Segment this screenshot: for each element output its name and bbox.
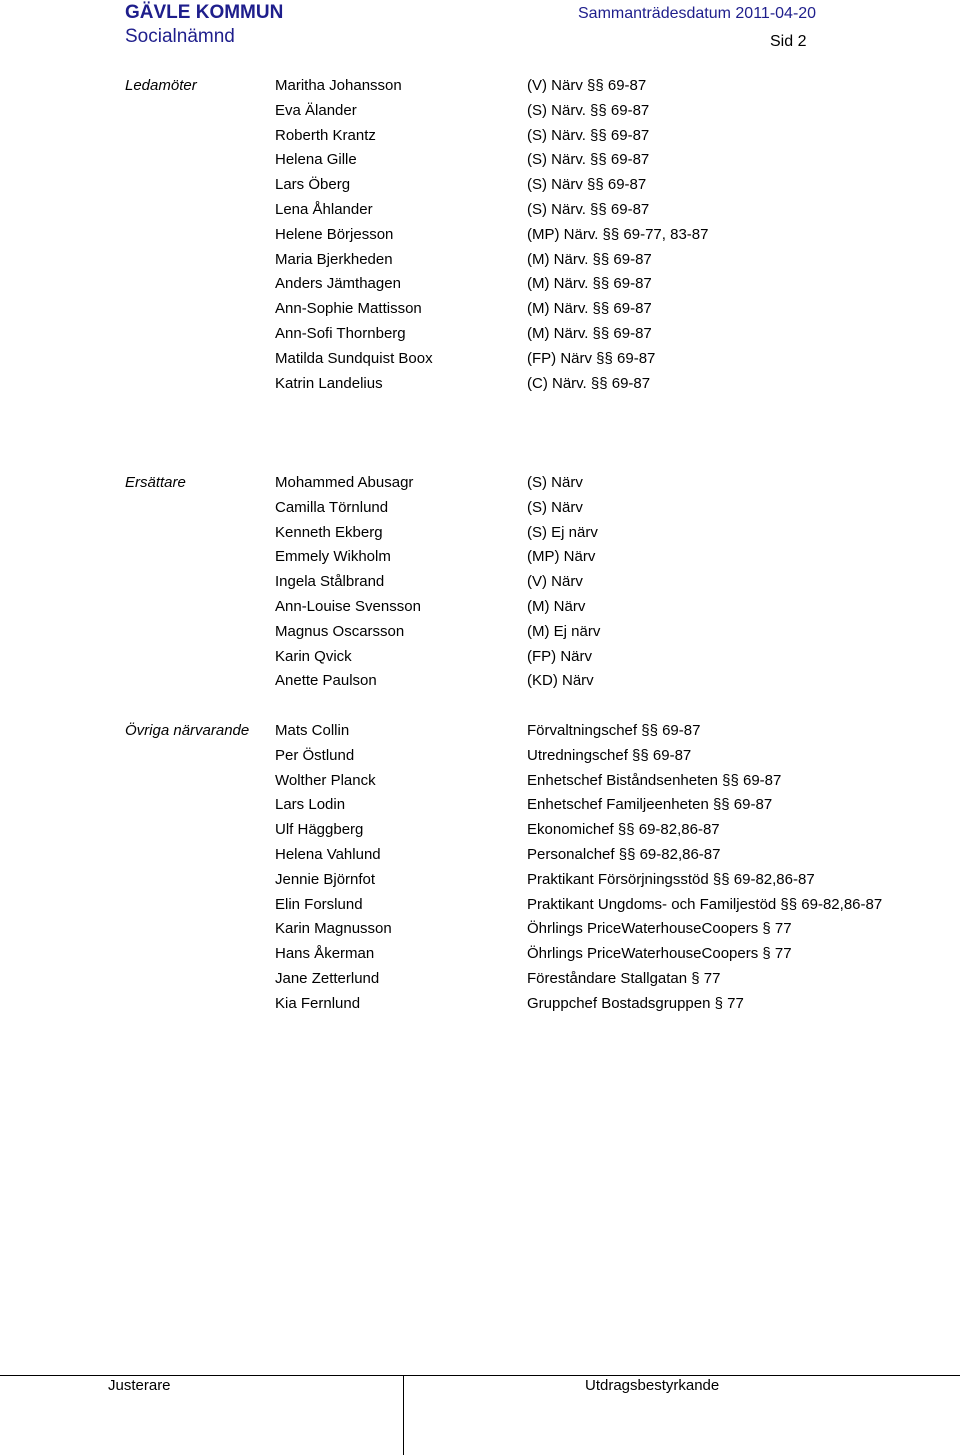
person-name: Anette Paulson <box>275 672 377 690</box>
attendance-info: Öhrlings PriceWaterhouseCoopers § 77 <box>527 920 792 938</box>
attendance-info: Utredningschef §§ 69-87 <box>527 746 692 764</box>
person-name: Lars Lodin <box>275 796 346 814</box>
attendance-info: (M) Närv. §§ 69-87 <box>527 300 652 318</box>
section-label: Ledamöter <box>125 77 197 94</box>
attendance-info: Förvaltningschef §§ 69-87 <box>527 722 701 739</box>
attendance-info: (M) Ej närv <box>527 622 601 640</box>
person-name: Mats Collin <box>275 722 350 739</box>
attendance-info: (S) Närv <box>527 498 583 516</box>
attendance-info: (S) Närv §§ 69-87 <box>527 176 647 194</box>
person-name: Lena Åhlander <box>275 200 373 218</box>
meeting-date: Sammanträdesdatum 2011-04-20 <box>578 5 817 22</box>
person-name: Kenneth Ekberg <box>275 523 383 541</box>
attendance-info: (MP) Närv <box>527 548 596 566</box>
person-name: Magnus Oscarsson <box>275 622 405 640</box>
person-name: Jennie Björnfot <box>275 870 376 888</box>
attendance-info: (MP) Närv. §§ 69-77, 83-87 <box>527 225 709 243</box>
person-name: Ulf Häggberg <box>275 821 364 839</box>
department-name: Socialnämnd <box>125 26 235 47</box>
attendance-info: (S) Närv. §§ 69-87 <box>527 151 650 169</box>
attendance-info: (M) Närv. §§ 69-87 <box>527 324 652 342</box>
attendance-info: (S) Närv. §§ 69-87 <box>527 101 650 119</box>
person-name: Elin Forslund <box>275 895 363 913</box>
attendance-info: (M) Närv. §§ 69-87 <box>527 275 652 293</box>
attendance-info: (V) Närv §§ 69-87 <box>527 77 647 94</box>
attendance-info: Praktikant Försörjningsstöd §§ 69-82,86-87 <box>527 870 815 888</box>
attendance-info: (M) Närv. §§ 69-87 <box>527 250 652 268</box>
attendance-info: Enhetschef Familjeenheten §§ 69-87 <box>527 796 773 814</box>
person-name: Helena Gille <box>275 151 357 169</box>
footer-utdragsbestyrkande: Utdragsbestyrkande <box>585 1377 720 1394</box>
attendance-info: (S) Närv. §§ 69-87 <box>527 200 650 218</box>
attendance-info: (S) Närv <box>527 474 583 491</box>
attendance-info: (FP) Närv <box>527 647 592 665</box>
person-name: Ann-Louise Svensson <box>275 597 421 615</box>
person-name: Mohammed Abusagr <box>275 474 414 491</box>
attendance-info: Enhetschef Biståndsenheten §§ 69-87 <box>527 771 782 789</box>
person-name: Maritha Johansson <box>275 77 402 94</box>
person-name: Ann-Sophie Mattisson <box>275 300 422 318</box>
attendance-info: Öhrlings PriceWaterhouseCoopers § 77 <box>527 945 792 963</box>
person-name: Camilla Törnlund <box>275 498 389 516</box>
attendance-info: Föreståndare Stallgatan § 77 <box>527 969 721 987</box>
person-name: Ann-Sofi Thornberg <box>275 324 406 342</box>
footer-rule <box>0 1375 960 1376</box>
attendance-info: Ekonomichef §§ 69-82,86-87 <box>527 821 720 839</box>
person-name: Wolther Planck <box>275 771 376 789</box>
section-label: Övriga närvarande <box>125 722 250 739</box>
footer-justerare: Justerare <box>108 1377 171 1394</box>
person-name: Maria Bjerkheden <box>275 250 393 268</box>
attendance-info: (M) Närv <box>527 597 586 615</box>
page-number: Sid 2 <box>770 33 807 50</box>
person-name: Karin Magnusson <box>275 920 392 938</box>
person-name: Hans Åkerman <box>275 945 375 963</box>
attendance-info: (C) Närv. §§ 69-87 <box>527 374 651 392</box>
attendance-info: (S) Närv. §§ 69-87 <box>527 126 650 144</box>
person-name: Jane Zetterlund <box>275 969 380 987</box>
section-label: Ersättare <box>125 474 186 491</box>
footer-divider-left <box>403 1375 404 1455</box>
person-name: Emmely Wikholm <box>275 548 391 566</box>
person-name: Ingela Stålbrand <box>275 573 385 591</box>
attendance-info: Personalchef §§ 69-82,86-87 <box>527 845 721 863</box>
attendance-info: (S) Ej närv <box>527 523 598 541</box>
person-name: Eva Älander <box>275 101 357 119</box>
person-name: Per Östlund <box>275 746 355 764</box>
attendance-info: (KD) Närv <box>527 672 594 690</box>
person-name: Karin Qvick <box>275 647 352 665</box>
org-name: GÄVLE KOMMUN <box>125 2 284 23</box>
person-name: Lars Öberg <box>275 176 351 194</box>
attendance-info: (FP) Närv §§ 69-87 <box>527 349 656 367</box>
person-name: Matilda Sundquist Boox <box>275 349 433 367</box>
attendance-info: (V) Närv <box>527 573 583 591</box>
person-name: Kia Fernlund <box>275 994 361 1012</box>
attendance-info: Gruppchef Bostadsgruppen § 77 <box>527 994 744 1012</box>
attendance-info: Praktikant Ungdoms- och Familjestöd §§ 69-82,86-87 <box>527 895 883 913</box>
person-name: Katrin Landelius <box>275 374 383 392</box>
person-name: Helena Vahlund <box>275 845 381 863</box>
person-name: Roberth Krantz <box>275 126 376 144</box>
person-name: Anders Jämthagen <box>275 275 401 293</box>
person-name: Helene Börjesson <box>275 225 394 243</box>
